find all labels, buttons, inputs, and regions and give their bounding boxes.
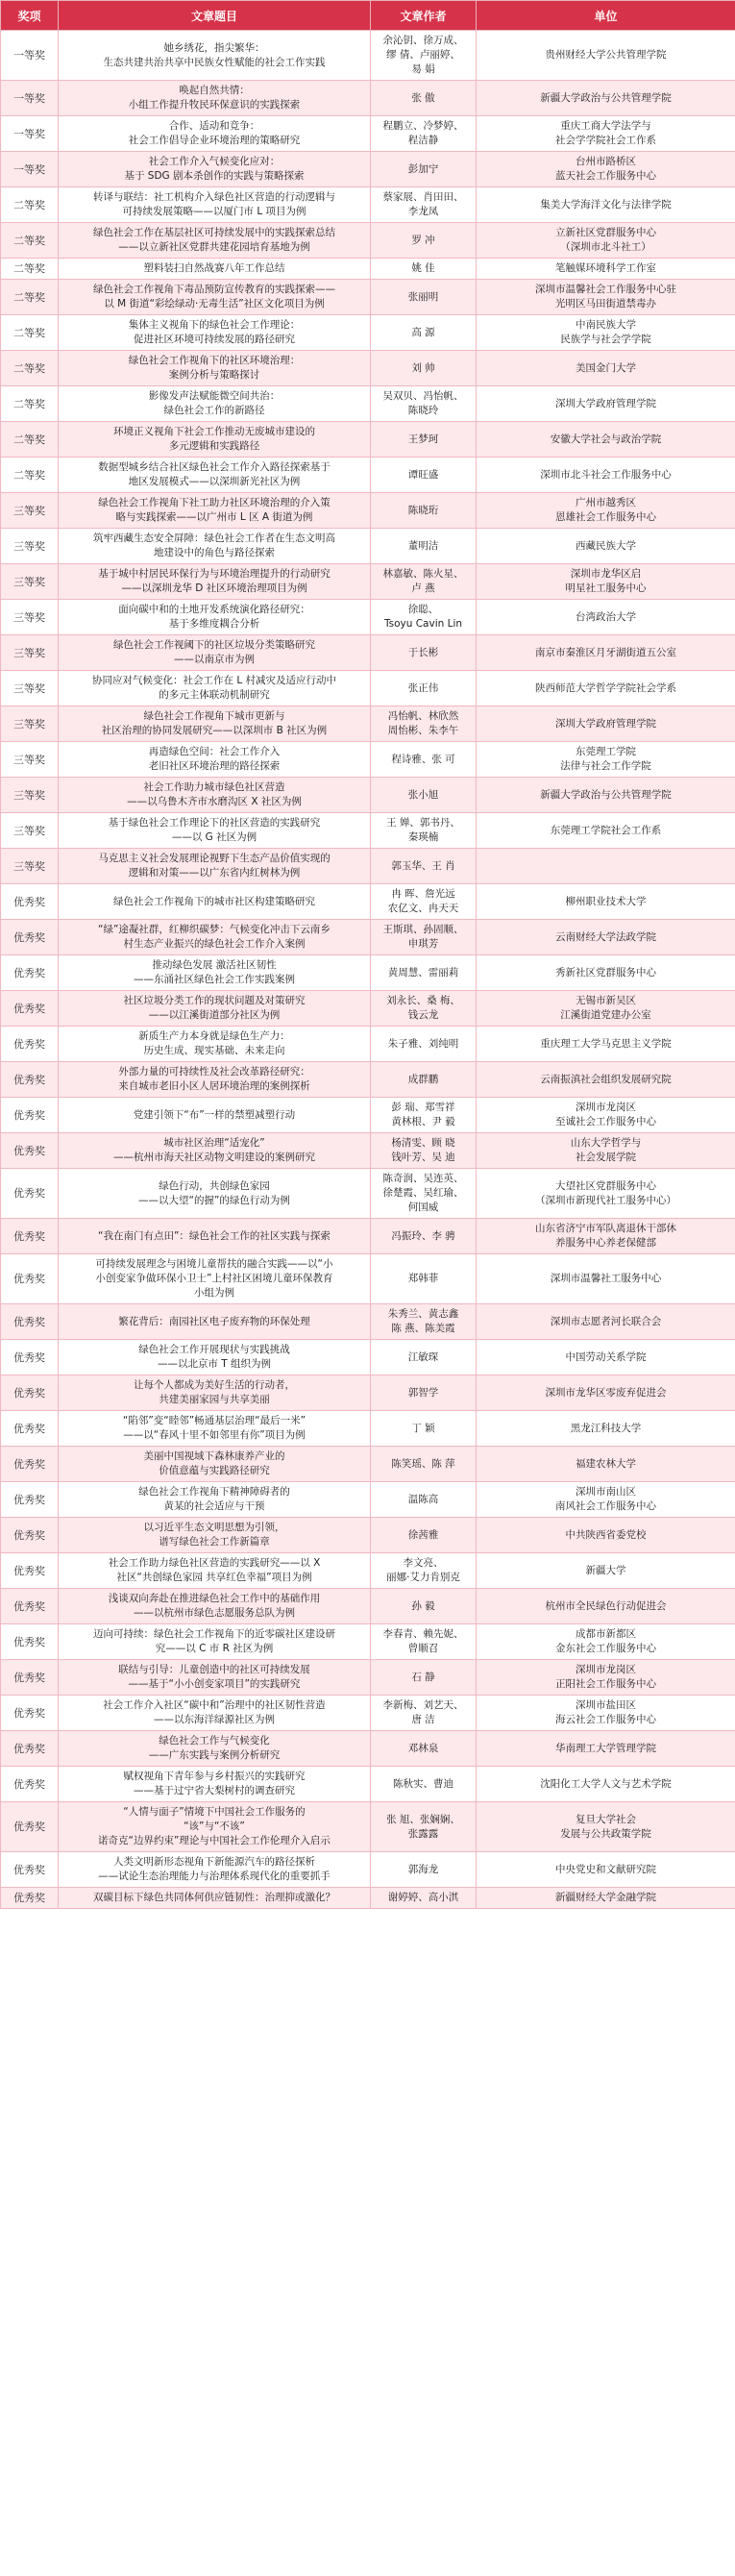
table-row — [1, 1731, 735, 1767]
prize-cell: 一等奖 — [1, 116, 59, 152]
unit-cell: 杭州市全民绿色行动促进会 — [477, 1589, 735, 1624]
table-row — [1, 1219, 735, 1254]
unit-cell: 新疆大学 — [477, 1553, 735, 1589]
prize-cell: 三等奖 — [1, 493, 59, 529]
title-cell: 人类文明新形态视角下新能源汽车的路径探析 ——试论生态治理能力与治理体系现代化的重要抓手 — [59, 1852, 371, 1888]
unit-cell: 中国劳动关系学院 — [477, 1340, 735, 1375]
table-row — [1, 152, 735, 187]
title-cell: 社区垃圾分类工作的现状问题及对策研究 ——以江溪街道部分社区为例 — [59, 991, 371, 1027]
unit-cell: 华南理工大学管理学院 — [477, 1731, 735, 1767]
prize-cell: 二等奖 — [1, 259, 59, 280]
table-row — [1, 1062, 735, 1098]
author-cell: 徐聪、 Tsoyu Cavin Lin — [371, 600, 477, 635]
prize-cell: 优秀奖 — [1, 1624, 59, 1660]
title-cell: 推动绿色发展 激活社区韧性 ——东涌社区绿色社会工作实践案例 — [59, 955, 371, 991]
title-cell: 再造绿色空间：社会工作介入 老旧社区环境治理的路径探索 — [59, 742, 371, 778]
author-cell: 彭 瑞、郑雪祥 黄林根、尹 毅 — [371, 1098, 477, 1133]
author-cell: 邓林泉 — [371, 1731, 477, 1767]
title-cell: 绿色社会工作在基层社区可持续发展中的实践探索总结 ——以立新社区党群共建花园培育基地为例 — [59, 223, 371, 259]
prize-cell: 二等奖 — [1, 187, 59, 223]
title-cell: 浅谈双向奔赴在推进绿色社会工作中的基础作用 ——以杭州市绿色志愿服务总队为例 — [59, 1589, 371, 1624]
table-row — [1, 280, 735, 315]
unit-cell: 重庆工商大学法学与 社会学学院社会工作系 — [477, 116, 735, 152]
table-row — [1, 635, 735, 671]
title-cell: 转译与联结：社工机构介入绿色社区营造的行动逻辑与 可持续发展策略——以厦门市 L 项目为例 — [59, 187, 371, 223]
header-unit: 单位 — [477, 1, 735, 31]
table-row — [1, 1482, 735, 1518]
title-cell: “我在南门有点田”：绿色社会工作的社区实践与探索 — [59, 1219, 371, 1254]
author-cell: 孙 毅 — [371, 1589, 477, 1624]
unit-cell: 深圳市盐田区 海云社会工作服务中心 — [477, 1696, 735, 1731]
author-cell: 张小旭 — [371, 778, 477, 813]
unit-cell: 东莞理工学院社会工作系 — [477, 813, 735, 849]
table-row — [1, 813, 735, 849]
unit-cell: 无锡市新吴区 江溪街道党建办公室 — [477, 991, 735, 1027]
author-cell: 高 源 — [371, 315, 477, 351]
title-cell: 繁花背后：南园社区电子废弃物的环保处理 — [59, 1304, 371, 1340]
author-cell: 郭海龙 — [371, 1852, 477, 1888]
author-cell: 丁 颖 — [371, 1411, 477, 1447]
title-cell: 绿色社会工作视角下毒品预防宣传教育的实践探索—— 以 M 街道“彩绘绿动·无毒生活”社区文化项目为例 — [59, 280, 371, 315]
prize-cell: 优秀奖 — [1, 1482, 59, 1518]
prize-cell: 优秀奖 — [1, 991, 59, 1027]
unit-cell: 笔触媒环境科学工作室 — [477, 259, 735, 280]
title-cell: “陷邻”变“睦邻”畅通基层治理“最后一米” ——以“春风十里不如邻里有你”项目为例 — [59, 1411, 371, 1447]
prize-cell: 优秀奖 — [1, 1098, 59, 1133]
table-row — [1, 1589, 735, 1624]
unit-cell: 台州市路桥区 蓝天社会工作服务中心 — [477, 152, 735, 187]
author-cell: 陈笑瑶、陈 萍 — [371, 1447, 477, 1482]
prize-cell: 优秀奖 — [1, 1254, 59, 1304]
author-cell: 冯怡帆、林欣然 周怡彬、朱李午 — [371, 706, 477, 742]
author-cell: 于长彬 — [371, 635, 477, 671]
table-row — [1, 955, 735, 991]
unit-cell: 重庆理工大学马克思主义学院 — [477, 1027, 735, 1062]
unit-cell: 集美大学海洋文化与法律学院 — [477, 187, 735, 223]
unit-cell: 沈阳化工大学人文与艺术学院 — [477, 1767, 735, 1802]
title-cell: 她乡绣花，指尖繁华： 生态共建共治共享中民族女性赋能的社会工作实践 — [59, 31, 371, 81]
unit-cell: 深圳大学政府管理学院 — [477, 706, 735, 742]
author-cell: 张 旭、张娴娴、 张露露 — [371, 1802, 477, 1852]
title-cell: 新质生产力本身就是绿色生产力： 历史生成、现实基础、未来走向 — [59, 1027, 371, 1062]
unit-cell — [477, 849, 735, 884]
title-cell: 面向碳中和的土地开发系统演化路径研究： 基于多维度耦合分析 — [59, 600, 371, 635]
title-cell: 让每个人都成为美好生活的行动者， 共建美丽家园与共享美丽 — [59, 1375, 371, 1411]
table-row — [1, 1553, 735, 1589]
table-row — [1, 1304, 735, 1340]
table-row — [1, 351, 735, 386]
author-cell: 姚 佳 — [371, 259, 477, 280]
title-cell: 绿色社会工作开展现状与实践挑战 ——以北京市 T 组织为例 — [59, 1340, 371, 1375]
prize-cell: 优秀奖 — [1, 1518, 59, 1553]
author-cell: 蔡家展、肖田田、 李龙凤 — [371, 187, 477, 223]
unit-cell: 山东大学哲学与 社会发展学院 — [477, 1133, 735, 1169]
table-row — [1, 778, 735, 813]
unit-cell: 贵州财经大学公共管理学院 — [477, 31, 735, 81]
prize-cell: 三等奖 — [1, 706, 59, 742]
prize-cell: 优秀奖 — [1, 1696, 59, 1731]
author-cell: 黄周慧、雷丽莉 — [371, 955, 477, 991]
title-cell: 筑牢西藏生态安全屏障：绿色社会工作者在生态文明高 地建设中的角色与路径探索 — [59, 529, 371, 564]
author-cell: 杨清雯、顾 晓 钱叶芳、吴 迪 — [371, 1133, 477, 1169]
table-row — [1, 223, 735, 259]
unit-cell: 南京市秦淮区月牙湖街道五公室 — [477, 635, 735, 671]
prize-cell: 优秀奖 — [1, 1767, 59, 1802]
table-row — [1, 1802, 735, 1852]
author-cell: 张 傲 — [371, 81, 477, 116]
table-row — [1, 187, 735, 223]
unit-cell: 深圳市南山区 南风社会工作服务中心 — [477, 1482, 735, 1518]
table-row — [1, 493, 735, 529]
table-row — [1, 1169, 735, 1219]
prize-cell: 二等奖 — [1, 315, 59, 351]
table-row — [1, 1411, 735, 1447]
prize-cell: 一等奖 — [1, 31, 59, 81]
header-prize: 奖项 — [1, 1, 59, 31]
prize-cell: 优秀奖 — [1, 1888, 59, 1909]
unit-cell: 中南民族大学 民族学与社会学学院 — [477, 315, 735, 351]
table-row — [1, 1767, 735, 1802]
title-cell: 绿色行动，共创绿色家园 ——以大望“的握”的绿色行动为例 — [59, 1169, 371, 1219]
unit-cell: 大望社区党群服务中心 （深圳市新现代社工服务中心） — [477, 1169, 735, 1219]
unit-cell: 深圳市龙华区零废弃促进会 — [477, 1375, 735, 1411]
title-cell: 集体主义视角下的绿色社会工作理论： 促进社区环境可持续发展的路径研究 — [59, 315, 371, 351]
unit-cell: 山东省济宁市军队离退休干部休 养服务中心养老保健部 — [477, 1219, 735, 1254]
table-row — [1, 849, 735, 884]
author-cell: 谭旺盛 — [371, 458, 477, 493]
prize-cell: 优秀奖 — [1, 1062, 59, 1098]
prize-cell: 优秀奖 — [1, 1375, 59, 1411]
author-cell: 王斯琪、孙固顺、 申琪芳 — [371, 920, 477, 955]
author-cell: 彭加宁 — [371, 152, 477, 187]
table-row — [1, 116, 735, 152]
author-cell: 张正伟 — [371, 671, 477, 706]
prize-cell: 一等奖 — [1, 152, 59, 187]
unit-cell: 黑龙江科技大学 — [477, 1411, 735, 1447]
prize-cell: 优秀奖 — [1, 1304, 59, 1340]
unit-cell: 深圳大学政府管理学院 — [477, 386, 735, 422]
author-cell: 谢婷婷、高小淇 — [371, 1888, 477, 1909]
unit-cell: 安徽大学社会与政治学院 — [477, 422, 735, 458]
title-cell: 党建引领下“布”一样的禁塑减塑行动 — [59, 1098, 371, 1133]
table-row — [1, 259, 735, 280]
title-cell: “人情与面子”情境下中国社会工作服务的 “该”与“不该” 诺奇克“边界约束”理论与中国社会工作伦理介入启示 — [59, 1802, 371, 1852]
table-row — [1, 1852, 735, 1888]
prize-cell: 三等奖 — [1, 778, 59, 813]
table-row — [1, 1447, 735, 1482]
unit-cell: 立新社区党群服务中心 （深圳市北斗社工） — [477, 223, 735, 259]
table-row — [1, 386, 735, 422]
unit-cell: 复旦大学社会 发展与公共政策学院 — [477, 1802, 735, 1852]
title-cell: 塑料装扫自然战赛八年工作总结 — [59, 259, 371, 280]
table-row — [1, 1340, 735, 1375]
author-cell: 罗 冲 — [371, 223, 477, 259]
unit-cell: 深圳市龙华区启 明星社工服务中心 — [477, 564, 735, 600]
title-cell: 赋权视角下青年参与乡村振兴的实践研究 ——基于过宁省大梨树村的调查研究 — [59, 1767, 371, 1802]
prize-cell: 一等奖 — [1, 81, 59, 116]
author-cell: 王梦珂 — [371, 422, 477, 458]
title-cell: 基于城中村居民环保行为与环境治理提升的行动研究 ——以深圳龙华 D 社区环境治理项目为例 — [59, 564, 371, 600]
prize-cell: 优秀奖 — [1, 1027, 59, 1062]
table-row — [1, 1133, 735, 1169]
prize-cell: 优秀奖 — [1, 920, 59, 955]
author-cell: 郑韩菲 — [371, 1254, 477, 1304]
table-row — [1, 600, 735, 635]
author-cell: 王 婵、郭书丹、 秦瑛楠 — [371, 813, 477, 849]
table-row — [1, 529, 735, 564]
author-cell: 程诗雅、张 可 — [371, 742, 477, 778]
title-cell: 绿色社会工作视角下社工助力社区环境治理的介入策 略与实践探索——以广州市 L 区 A 街道为例 — [59, 493, 371, 529]
table-row — [1, 31, 735, 81]
title-cell: 迈向可持续：绿色社会工作视角下的近零碳社区建设研 究——以 C 市 R 社区为例 — [59, 1624, 371, 1660]
title-cell: 唤起自然共情： 小组工作提升牧民环保意识的实践探索 — [59, 81, 371, 116]
prize-cell: 三等奖 — [1, 564, 59, 600]
title-cell: 影像发声法赋能微空间共治： 绿色社会工作的新路径 — [59, 386, 371, 422]
title-cell: 可持续发展理念与困境儿童帮扶的融合实践——以“小 小创变家争做环保小卫士”上村社区困境儿童环保教育 小组为例 — [59, 1254, 371, 1304]
table-row — [1, 742, 735, 778]
prize-cell: 二等奖 — [1, 351, 59, 386]
prize-cell: 二等奖 — [1, 422, 59, 458]
unit-cell: 深圳市志愿者河长联合会 — [477, 1304, 735, 1340]
prize-cell: 优秀奖 — [1, 955, 59, 991]
prize-cell: 优秀奖 — [1, 1802, 59, 1852]
author-cell: 朱子雅、刘纯明 — [371, 1027, 477, 1062]
prize-cell: 优秀奖 — [1, 1169, 59, 1219]
prize-cell: 二等奖 — [1, 386, 59, 422]
prize-cell: 优秀奖 — [1, 1852, 59, 1888]
table-row — [1, 1027, 735, 1062]
author-cell: 江敏琛 — [371, 1340, 477, 1375]
prize-cell: 三等奖 — [1, 813, 59, 849]
prize-cell: 二等奖 — [1, 458, 59, 493]
unit-cell: 福建农林大学 — [477, 1447, 735, 1482]
author-cell: 张丽明 — [371, 280, 477, 315]
prize-cell: 优秀奖 — [1, 1219, 59, 1254]
title-cell: 绿色社会工作与气候变化 ——广东实践与案例分析研究 — [59, 1731, 371, 1767]
unit-cell: 新疆财经大学金融学院 — [477, 1888, 735, 1909]
author-cell: 冉 晖、詹光远 农亿文、冉天天 — [371, 884, 477, 920]
unit-cell: 深圳市温馨社会工作服务中心驻 光明区马田街道禁毒办 — [477, 280, 735, 315]
author-cell: 刘 帅 — [371, 351, 477, 386]
table-row — [1, 458, 735, 493]
prize-cell: 优秀奖 — [1, 1447, 59, 1482]
title-cell: 双碳目标下绿色共同体何供应链韧性：治理抑或激化？ — [59, 1888, 371, 1909]
author-cell: 陈秋实、曹迪 — [371, 1767, 477, 1802]
author-cell: 石 静 — [371, 1660, 477, 1696]
author-cell: 林嘉敏、陈火星、 卢 燕 — [371, 564, 477, 600]
table-row — [1, 991, 735, 1027]
header-title: 文章题目 — [59, 1, 371, 31]
prize-cell: 优秀奖 — [1, 1553, 59, 1589]
author-cell: 冯振玲、李 骋 — [371, 1219, 477, 1254]
table-row — [1, 1098, 735, 1133]
prize-cell: 三等奖 — [1, 635, 59, 671]
prize-cell: 三等奖 — [1, 529, 59, 564]
title-cell: 社会工作助力绿色社区营造的实践研究——以 X 社区“共创绿色家园 共享红色幸福”项目为例 — [59, 1553, 371, 1589]
unit-cell: 云南振滇社会组织发展研究院 — [477, 1062, 735, 1098]
table-row — [1, 1696, 735, 1731]
table-row — [1, 671, 735, 706]
unit-cell: 陕西师范大学哲学学院社会学系 — [477, 671, 735, 706]
table-row — [1, 1254, 735, 1304]
prize-cell: 三等奖 — [1, 742, 59, 778]
unit-cell: 台湾政治大学 — [477, 600, 735, 635]
table-row — [1, 1624, 735, 1660]
unit-cell: 美国金门大学 — [477, 351, 735, 386]
title-cell: 美丽中国视域下森林康养产业的 价值意蕴与实践路径研究 — [59, 1447, 371, 1482]
title-cell: 联结与引导：儿童创造中的社区可持续发展 ——基于“小小创变家项目”的实践研究 — [59, 1660, 371, 1696]
author-cell: 吴双贝、冯怡帆、 陈晓玲 — [371, 386, 477, 422]
table-row — [1, 315, 735, 351]
unit-cell: 云南财经大学法政学院 — [477, 920, 735, 955]
title-cell: 社会工作介入社区“碳中和”治理中的社区韧性营造 ——以东海洋绿源社区为例 — [59, 1696, 371, 1731]
author-cell: 朱秀兰、黄志鑫 陈 燕、陈美霞 — [371, 1304, 477, 1340]
title-cell: 绿色社会工作视角下城市更新与 社区治理的协同发展研究——以深圳市 B 社区为例 — [59, 706, 371, 742]
unit-cell: 深圳市龙岗区 至诚社会工作服务中心 — [477, 1098, 735, 1133]
title-cell: 环境正义视角下社会工作推动无废城市建设的 多元逻辑和实践路径 — [59, 422, 371, 458]
table-row — [1, 81, 735, 116]
author-cell: 刘永长、桑 梅、 钱云龙 — [371, 991, 477, 1027]
header-author: 文章作者 — [371, 1, 477, 31]
title-cell: 数据型城乡结合社区绿色社会工作介入路径探索基于 地区发展模式——以深圳新光社区为例 — [59, 458, 371, 493]
prize-cell: 优秀奖 — [1, 884, 59, 920]
prize-cell: 三等奖 — [1, 849, 59, 884]
title-cell: “绿”途凝社群，红柳织碳梦：气候变化冲击下云南乡 村生态产业振兴的绿色社会工作介入案例 — [59, 920, 371, 955]
title-cell: 以习近平生态文明思想为引领， 谱写绿色社会工作新篇章 — [59, 1518, 371, 1553]
unit-cell: 东莞理工学院 法律与社会工作学院 — [477, 742, 735, 778]
unit-cell: 成都市新都区 金东社会工作服务中心 — [477, 1624, 735, 1660]
author-cell: 陈晓珩 — [371, 493, 477, 529]
author-cell: 成群鹏 — [371, 1062, 477, 1098]
author-cell: 董明洁 — [371, 529, 477, 564]
title-cell: 城市社区治理“适宠化” ——杭州市海天社区动物文明建设的案例研究 — [59, 1133, 371, 1169]
title-cell: 社会工作介入气候变化应对： 基于 SDG 剧本杀创作的实践与策略探索 — [59, 152, 371, 187]
prize-cell: 三等奖 — [1, 671, 59, 706]
prize-cell: 优秀奖 — [1, 1133, 59, 1169]
author-cell: 程鹏立、冷梦婷、 程洁静 — [371, 116, 477, 152]
author-cell: 温陈高 — [371, 1482, 477, 1518]
prize-cell: 优秀奖 — [1, 1340, 59, 1375]
unit-cell: 中共陕西省委党校 — [477, 1518, 735, 1553]
table-row — [1, 1375, 735, 1411]
author-cell: 李新梅、刘艺天、 唐 洁 — [371, 1696, 477, 1731]
title-cell: 合作、适动和竞争： 社会工作倡导企业环境治理的策略研究 — [59, 116, 371, 152]
title-cell: 外部力量的可持续性及社会改革路径研究： 来自城市老旧小区人居环境治理的案例探析 — [59, 1062, 371, 1098]
title-cell: 绿色社会工作视阈下的社区垃圾分类策略研究 ——以南京市为例 — [59, 635, 371, 671]
table-row — [1, 920, 735, 955]
author-cell: 李春青、赖先妮、 曾顺召 — [371, 1624, 477, 1660]
author-cell: 徐茜雅 — [371, 1518, 477, 1553]
prize-cell: 优秀奖 — [1, 1589, 59, 1624]
unit-cell: 新疆大学政治与公共管理学院 — [477, 778, 735, 813]
table-row — [1, 422, 735, 458]
table-row — [1, 1518, 735, 1553]
title-cell: 绿色社会工作视角下精神障碍者的 黄某的社会适应与干预 — [59, 1482, 371, 1518]
prize-cell: 优秀奖 — [1, 1411, 59, 1447]
table-header-row — [1, 1, 735, 31]
unit-cell: 柳州职业技术大学 — [477, 884, 735, 920]
author-cell: 郭智学 — [371, 1375, 477, 1411]
title-cell: 基于绿色社会工作理论下的社区营造的实践研究 ——以 G 社区为例 — [59, 813, 371, 849]
title-cell: 绿色社会工作视角下的城市社区构建策略研究 — [59, 884, 371, 920]
author-cell: 郭玉华、王 肖 — [371, 849, 477, 884]
prize-cell: 优秀奖 — [1, 1660, 59, 1696]
prize-cell: 二等奖 — [1, 280, 59, 315]
prize-cell: 优秀奖 — [1, 1731, 59, 1767]
unit-cell: 深圳市龙岗区 正阳社会工作服务中心 — [477, 1660, 735, 1696]
author-cell: 余沁钥、徐万成、 缪 倩、卢丽婷、 易 娟 — [371, 31, 477, 81]
unit-cell: 秀新社区党群服务中心 — [477, 955, 735, 991]
unit-cell: 深圳市温馨社工服务中心 — [477, 1254, 735, 1304]
unit-cell: 新疆大学政治与公共管理学院 — [477, 81, 735, 116]
prize-cell: 二等奖 — [1, 223, 59, 259]
table-row — [1, 564, 735, 600]
unit-cell: 中央党史和文献研究院 — [477, 1852, 735, 1888]
unit-cell: 广州市越秀区 恩雄社会工作服务中心 — [477, 493, 735, 529]
title-cell: 协同应对气候变化：社会工作在 L 村减灾及适应行动中 的多元主体联动机制研究 — [59, 671, 371, 706]
author-cell: 陈奇润、吴连英、 徐楚霞、吴红瑜、 何国威 — [371, 1169, 477, 1219]
table-row — [1, 1888, 735, 1909]
title-cell: 绿色社会工作视角下的社区环境治理： 案例分析与策略探讨 — [59, 351, 371, 386]
author-cell: 李文亮、 丽娜·艾力肯别克 — [371, 1553, 477, 1589]
title-cell: 马克思主义社会发展理论视野下生态产品价值实现的 逻辑和对策——以广东省内红树林为例 — [59, 849, 371, 884]
table-row — [1, 884, 735, 920]
table-row — [1, 1660, 735, 1696]
unit-cell: 西藏民族大学 — [477, 529, 735, 564]
prize-cell: 三等奖 — [1, 600, 59, 635]
unit-cell: 深圳市北斗社会工作服务中心 — [477, 458, 735, 493]
title-cell: 社会工作助力城市绿色社区营造 ——以乌鲁木齐市水磨沟区 X 社区为例 — [59, 778, 371, 813]
table-row — [1, 706, 735, 742]
